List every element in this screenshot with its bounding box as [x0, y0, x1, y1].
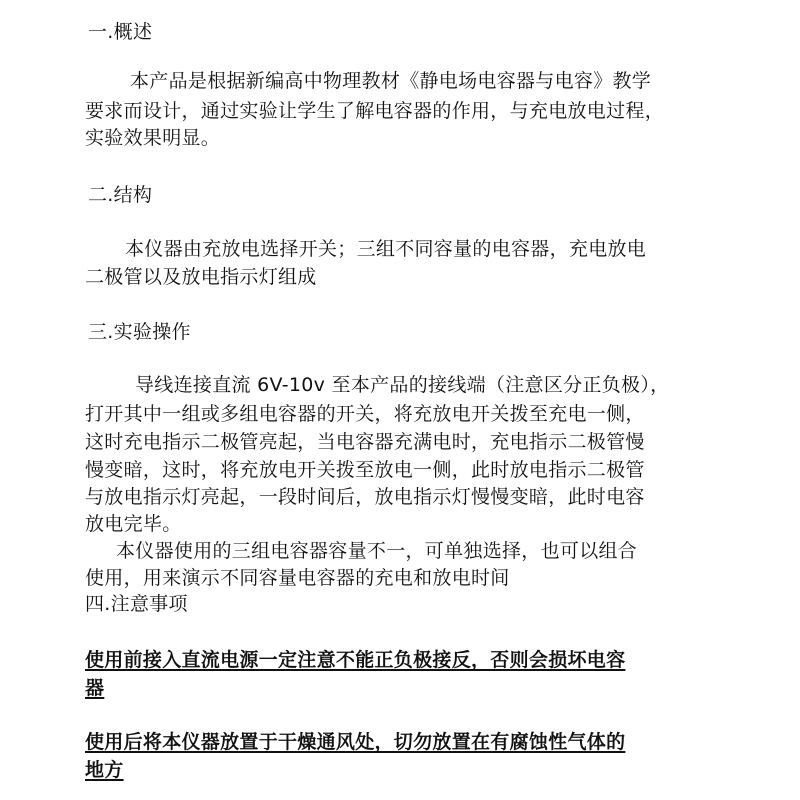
- section-heading-operation: 三.实验操作: [88, 321, 191, 343]
- operation-line-4: 慢变暗，这时，将充放电开关拨至放电一侧，此时放电指示二极管: [85, 459, 645, 481]
- precaution-1-line-1: 使用前接入直流电源一定注意不能正负极接反，否则会损坏电容: [85, 649, 626, 671]
- operation-line-1: 导线连接直流 6V-10v 至本产品的接线端（注意区分正负极），: [135, 374, 670, 396]
- operation-line-5: 与放电指示灯亮起，一段时间后，放电指示灯慢慢变暗，此时电容: [85, 486, 645, 508]
- section-heading-precautions: 四.注意事项: [85, 593, 188, 615]
- overview-line-2: 要求而设计，通过实验让学生了解电容器的作用，与充电放电过程，: [85, 100, 665, 122]
- precaution-2-line-2: 地方: [85, 759, 124, 781]
- precaution-1-line-2: 器: [85, 677, 105, 699]
- operation-line-2: 打开其中一组或多组电容器的开关，将充放电开关拨至充电一侧，: [85, 403, 645, 425]
- structure-line-2: 二极管以及放电指示灯组成: [85, 266, 317, 288]
- overview-line-3: 实验效果明显。: [85, 127, 221, 149]
- section-heading-overview: 一.概述: [88, 21, 153, 43]
- section-heading-structure: 二.结构: [88, 184, 153, 206]
- precaution-2-line-1: 使用后将本仪器放置于干燥通风处，切勿放置在有腐蚀性气体的: [85, 731, 626, 753]
- overview-line-1: 本产品是根据新编高中物理教材《静电场电容器与电容》教学: [130, 70, 652, 92]
- structure-line-1: 本仪器由充放电选择开关；三组不同容量的电容器，充电放电: [125, 238, 647, 260]
- operation-line-7: 本仪器使用的三组电容器容量不一，可单独选择，也可以组合: [116, 540, 638, 562]
- operation-line-8: 使用，用来演示不同容量电容器的充电和放电时间: [85, 567, 510, 589]
- operation-line-6: 放电完毕。: [85, 513, 182, 535]
- operation-line-3: 这时充电指示二极管亮起，当电容器充满电时，充电指示二极管慢: [85, 431, 645, 453]
